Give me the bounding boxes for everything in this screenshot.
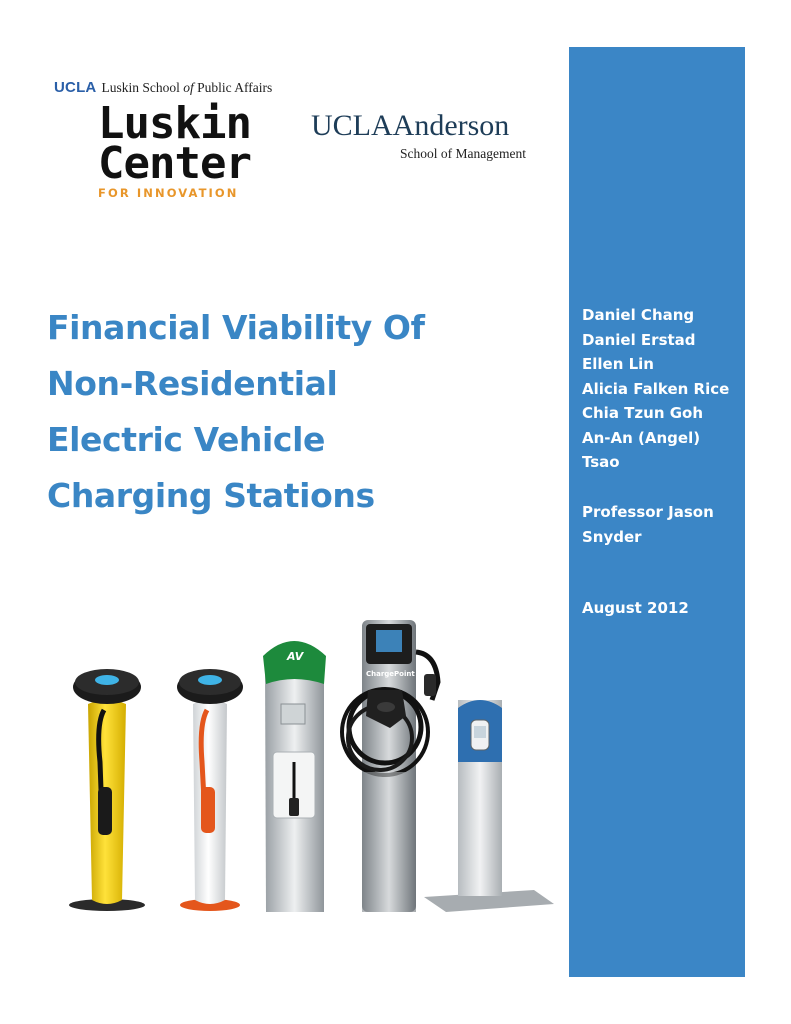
author-name: Ellen Lin [582, 355, 654, 373]
report-title-line: Charging Stations [47, 476, 375, 515]
author-name: Alicia Falken Rice [582, 379, 730, 398]
report-date: August 2012 [582, 599, 689, 617]
luskin-school-name-post: Public Affairs [193, 80, 273, 95]
luskin-school-name-of: of [183, 80, 194, 95]
author-name: Daniel Chang [582, 306, 695, 324]
yellow-charger [69, 669, 145, 911]
chargepoint-label: ChargePoint [366, 670, 415, 678]
report-title-line: Non-Residential [47, 364, 338, 403]
author-list [582, 303, 742, 475]
luskin-center-logo-tagline: FOR INNOVATION [98, 186, 239, 200]
professor-line: Professor Jason [582, 503, 714, 521]
luskin-center-logo-line2: Center [98, 138, 251, 189]
author-name: Tsao [582, 453, 620, 471]
luskin-school-name [101, 80, 272, 96]
professor-line: Snyder [582, 527, 642, 546]
pillar-charger [424, 700, 554, 912]
author-name: An-An (Angel) [582, 428, 701, 447]
av-charger-label: AV [287, 650, 304, 663]
report-title-line: Electric Vehicle [47, 420, 325, 459]
ucla-wordmark: UCLA [54, 79, 97, 96]
white-charger [177, 669, 243, 911]
ucla-anderson-subtitle: School of Management [400, 146, 526, 161]
report-title [47, 300, 527, 524]
chargepoint-charger [342, 620, 438, 912]
luskin-school-name-pre: Luskin School [101, 80, 184, 95]
report-title-line: Financial Viability Of [47, 308, 425, 347]
author-name: Chia Tzun Goh [582, 404, 704, 422]
luskin-center-logo-line1: Luskin [98, 98, 251, 149]
ucla-anderson-logo: UCLAAnderson [311, 109, 510, 142]
author-name: Daniel Erstad [582, 330, 696, 349]
professor-credit [582, 500, 714, 549]
av-charger [263, 641, 326, 912]
charging-stations-illustration [60, 612, 570, 922]
luskin-school-logo-line [54, 79, 272, 97]
